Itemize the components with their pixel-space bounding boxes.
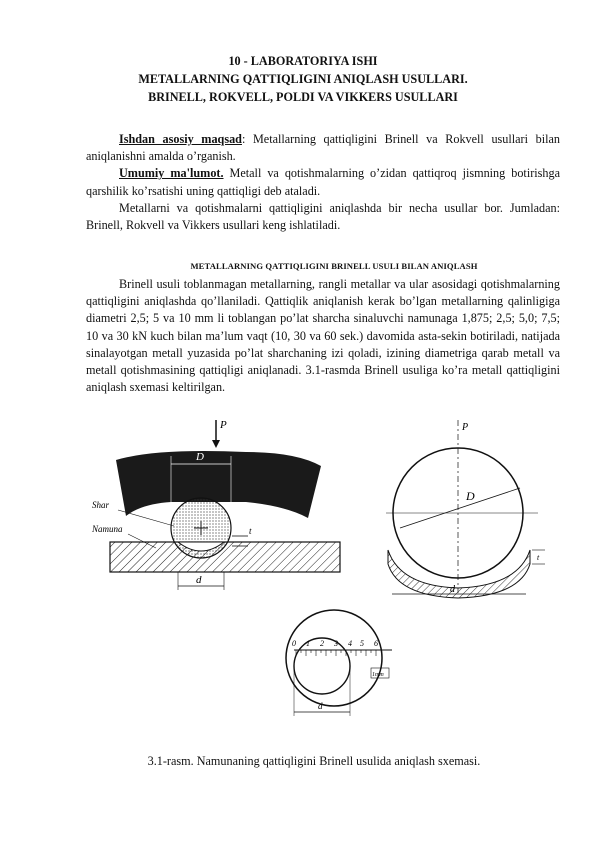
ball-geometry-diagram xyxy=(370,418,550,603)
scale-number-4: 4 xyxy=(348,639,352,648)
lab-subtitle-line: BRINELL, ROKVELL, POLDI VA VIKKERS USULLARI xyxy=(148,90,458,104)
info-label: Umumiy ma'lumot. xyxy=(119,166,224,181)
brinell-paragraph: Brinell usuli toblanmagan metallarning, rangli metallar va ular asosidagi qotishmalarning qattiqligini aniqlashda qo’llaniladi. Qattiqlik aniqlanish kerak bo’lgan metallarning qalinligiga diametri 2,5; 5 va 10 mm li toblangan po’lat sharcha sinaluvchi namunaga 1,875; 2,5; 5,0; 7,5; 10 va 30 kN kuch bilan ma’lum vaqt (10, 30 va 60 sek.) davomida asta-sekin botiriladi, natijada sinalayotgan metall yuzasida po’lat sharchaning izi qoladi, izining diametriga qarab metall va metall qotishmasining qattiqligi aniqlanadi. 3.1-rasmda Brinell usuliga ko’ra metall qattiqligini aniqlash sxemasi keltirilgan. xyxy=(86,277,560,395)
section-body xyxy=(86,276,560,396)
aim-paragraph xyxy=(86,131,560,165)
intro-block xyxy=(86,131,560,234)
figure-caption: 3.1-rasm. Namunaning qattiqligini Brinell usulida aniqlash sxemasi. xyxy=(147,754,481,768)
scale-imprint-diameter-label: d xyxy=(318,701,323,711)
scale-unit-label: 1mm xyxy=(372,672,384,678)
ball-diameter-label-right: D xyxy=(466,489,475,503)
scale-number-6: 6 xyxy=(374,639,378,648)
info-paragraph xyxy=(86,165,560,199)
scale-ticks xyxy=(296,650,376,656)
ball-diameter-label: D xyxy=(196,451,204,463)
sample-label: Namuna xyxy=(92,524,123,534)
ball-label: Shar xyxy=(92,500,110,510)
imprint-diameter-label-right: d xyxy=(450,584,455,595)
aim-label: Ishdan asosiy maqsad xyxy=(119,132,242,146)
info-text: Metall va qotishmalarning o’zidan qattiqroq jismning botirishga qarshilik ko’rsatishi uning qattiqligi deb ataladi. xyxy=(86,166,560,198)
section-heading: METALLARNING QATTIQLIGINI BRINELL USULI BILAN ANIQLASH xyxy=(190,261,478,271)
scale-number-5: 5 xyxy=(360,639,364,648)
brinell-indenter-diagram xyxy=(86,418,356,598)
lab-number-title: 10 - LABORATORIYA ISHI xyxy=(228,54,378,68)
scale-number-0: 0 xyxy=(292,639,296,648)
lab-title-line: METALLARNING QATTIQLIGINI ANIQLASH USULLARI. xyxy=(138,72,468,86)
depth-label-right: t xyxy=(537,553,540,562)
aim-text: : Metallarning qattiqligini Brinell va Rokvell usullari bilan aniqlanishni amalda o’rganish. xyxy=(86,132,560,164)
methods-paragraph: Metallarni va qotishmalarni qattiqligini aniqlashda bir necha usullar bor. Jumladan: Brinell, Rokvell va Vikkers usullari keng ishlatiladi. xyxy=(86,200,560,233)
scale-number-1: 1 xyxy=(306,639,310,648)
scale-number-2: 2 xyxy=(320,639,324,648)
imprint-diameter-label: d xyxy=(196,574,202,586)
scale-number-3: 3 xyxy=(334,639,338,648)
depth-label: t xyxy=(249,526,252,536)
load-label: P xyxy=(220,419,227,431)
load-label-right: P xyxy=(462,422,469,433)
imprint-measuring-scale-diagram xyxy=(282,606,412,724)
